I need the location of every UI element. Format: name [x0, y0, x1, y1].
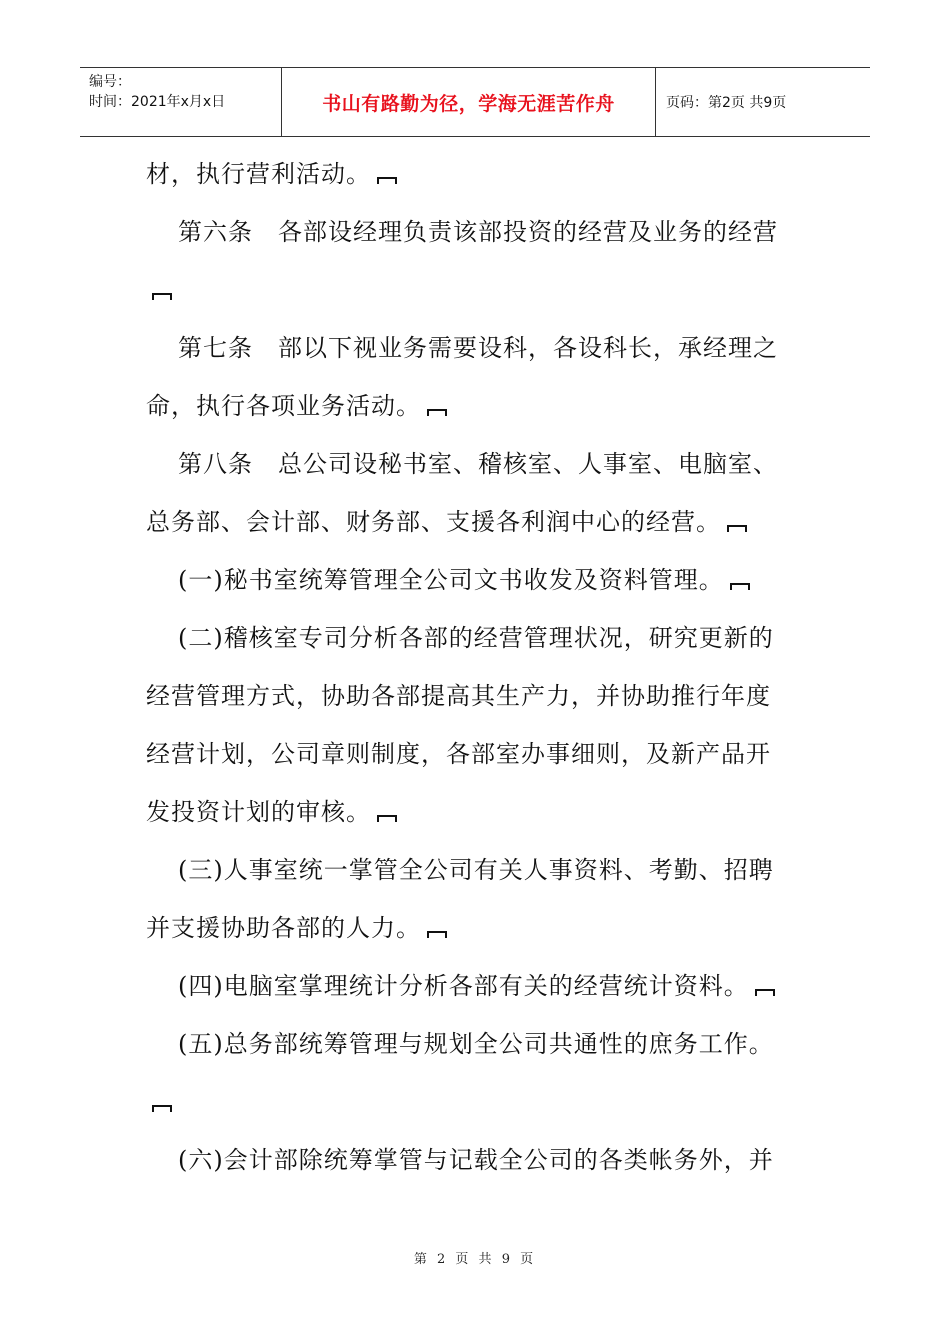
paragraph-mark-icon	[727, 525, 747, 532]
line-text: (二)稽核室专司分析各部的经营管理状况，研究更新的	[178, 624, 774, 652]
text-line	[146, 841, 810, 899]
line-text: 第七条 部以下视业务需要设科，各设科长，承经理之	[178, 334, 778, 362]
text-line	[146, 667, 810, 725]
line-text: 命，执行各项业务活动。	[146, 392, 421, 420]
text-line	[146, 1015, 810, 1073]
text-line	[146, 609, 810, 667]
line-text: (五)总务部统筹管理与规划全公司共通性的庶务工作。	[178, 1030, 774, 1058]
text-line	[146, 1073, 810, 1131]
text-line	[146, 261, 810, 319]
page-footer: 第 2 页 共 9 页	[413, 1252, 537, 1267]
document-header	[80, 67, 870, 137]
line-text: 经营管理方式，协助各部提高其生产力，并协助推行年度	[146, 682, 771, 710]
document-body	[146, 145, 810, 1189]
text-line	[146, 783, 810, 841]
paragraph-mark-icon	[152, 1105, 172, 1112]
paragraph-mark-icon	[730, 583, 750, 590]
paragraph-mark-icon	[427, 931, 447, 938]
text-line	[146, 493, 810, 551]
line-text: (六)会计部除统筹掌管与记载全公司的各类帐务外，并	[178, 1146, 774, 1174]
line-text: 第八条 总公司设秘书室、稽核室、人事室、电脑室、	[178, 450, 778, 478]
paragraph-mark-icon	[755, 989, 775, 996]
paragraph-mark-icon	[152, 293, 172, 300]
text-line	[146, 551, 810, 609]
line-text: (四)电脑室掌理统计分析各部有关的经营统计资料。	[178, 972, 749, 1000]
line-text: 发投资计划的审核。	[146, 798, 371, 826]
header-motto: 书山有路勤为径，学海无涯苦作舟	[282, 68, 656, 136]
text-line	[146, 319, 810, 377]
text-line	[146, 435, 810, 493]
line-text: (三)人事室统一掌管全公司有关人事资料、考勤、招聘	[178, 856, 774, 884]
line-text: 材，执行营利活动。	[146, 160, 371, 188]
text-line	[146, 203, 810, 261]
header-meta	[80, 68, 282, 136]
header-page-info: 页码：第2页 共9页	[666, 95, 787, 111]
line-text: 第六条 各部设经理负责该部投资的经营及业务的经营	[178, 218, 778, 246]
text-line	[146, 1131, 810, 1189]
text-line	[146, 725, 810, 783]
text-line	[146, 377, 810, 435]
number-label: 编号：	[89, 74, 131, 90]
paragraph-mark-icon	[427, 409, 447, 416]
paragraph-mark-icon	[377, 815, 397, 822]
line-text: 总务部、会计部、财务部、支援各利润中心的经营。	[146, 508, 721, 536]
paragraph-mark-icon	[377, 177, 397, 184]
line-text: (一)秘书室统筹管理全公司文书收发及资料管理。	[178, 566, 724, 594]
line-text: 经营计划，公司章则制度，各部室办事细则，及新产品开	[146, 740, 771, 768]
line-text: 并支援协助各部的人力。	[146, 914, 421, 942]
text-line	[146, 957, 810, 1015]
time-label: 时间：2021年x月x日	[89, 94, 226, 110]
text-line	[146, 145, 810, 203]
text-line	[146, 899, 810, 957]
